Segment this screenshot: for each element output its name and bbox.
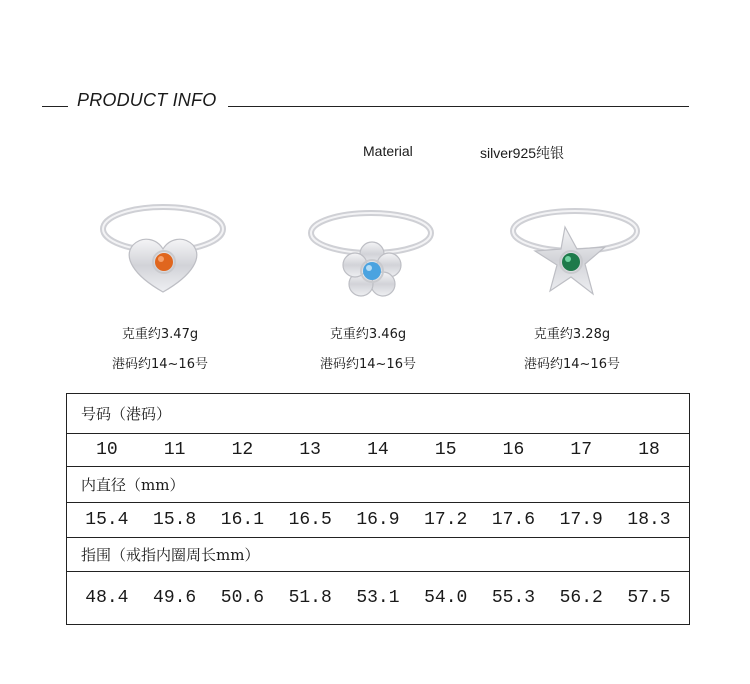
ring-flower-weight: 克重约3.46g (329, 327, 407, 342)
ring-heart-weight: 克重约3.47g (121, 327, 199, 342)
circumference-cell: 49.6 (153, 588, 197, 608)
diameter-cell: 16.9 (356, 510, 400, 530)
size-row-header (67, 394, 689, 434)
circumference-row-header (67, 538, 689, 572)
size-cell: 14 (367, 440, 389, 460)
size-values-row (67, 434, 689, 467)
ring-flower-stone (363, 262, 381, 280)
size-cell: 11 (163, 440, 186, 460)
size-cell: 13 (299, 440, 321, 460)
size-cell: 18 (638, 440, 660, 460)
circumference-cell: 48.4 (85, 588, 129, 608)
ring-star-image (505, 199, 645, 309)
circumference-cell: 51.8 (288, 588, 332, 608)
circumference-cell: 56.2 (559, 588, 603, 608)
size-cell: 16 (502, 440, 525, 460)
diameter-cell: 16.5 (288, 510, 332, 530)
size-cell: 10 (96, 440, 118, 460)
size-cell: 12 (231, 440, 254, 460)
material-value: silver925纯银 (480, 145, 565, 161)
ring-star-stone (562, 253, 580, 271)
ring-heart-image (93, 197, 233, 307)
circumference-cell: 53.1 (356, 588, 400, 608)
size-cell: 17 (570, 440, 593, 460)
ring-heart-stone (155, 253, 173, 271)
diameter-label: 内直径（mm） (81, 476, 185, 494)
ring-star-size: 港码约14~16号 (524, 357, 620, 372)
size-label: 号码（港码） (81, 405, 172, 423)
diameter-values-row (67, 503, 689, 538)
circumference-cell: 50.6 (220, 588, 265, 608)
circumference-cell: 57.5 (627, 588, 671, 608)
header-divider-right (228, 106, 689, 107)
ring-flower-size: 港码约14~16号 (320, 357, 416, 372)
ring-flower-image (301, 199, 441, 309)
header-divider-left (42, 106, 68, 107)
circumference-values-row (67, 572, 689, 624)
diameter-cell: 17.2 (424, 510, 468, 530)
material-label: Material (363, 143, 413, 159)
diameter-row-header (67, 467, 689, 503)
section-title: PRODUCT INFO (77, 90, 217, 110)
diameter-cell: 16.1 (220, 510, 265, 530)
size-chart-table (66, 393, 690, 625)
circumference-cell: 55.3 (491, 588, 536, 608)
circumference-cell: 54.0 (424, 588, 468, 608)
size-cell: 15 (434, 440, 457, 460)
diameter-cell: 15.4 (85, 510, 129, 530)
circumference-label: 指围（戒指内圈周长mm） (81, 546, 260, 564)
diameter-cell: 17.6 (491, 510, 536, 530)
ring-heart-size: 港码约14~16号 (112, 357, 208, 372)
diameter-cell: 17.9 (559, 510, 603, 530)
diameter-cell: 18.3 (627, 510, 671, 530)
diameter-cell: 15.8 (153, 510, 197, 530)
ring-star-weight: 克重约3.28g (533, 327, 611, 342)
